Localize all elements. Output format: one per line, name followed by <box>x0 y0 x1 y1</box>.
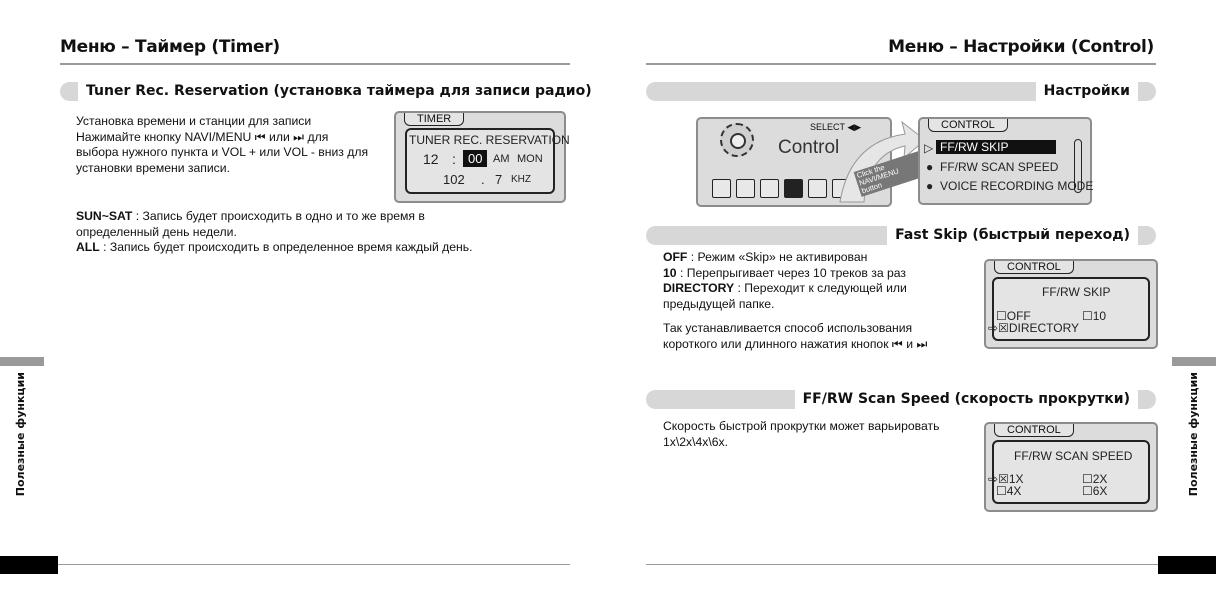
scanspeed-lcd-inner <box>988 440 1150 504</box>
right-title-rule <box>646 63 1156 65</box>
menu-bullet-icon: ● <box>926 160 934 174</box>
select-label: SELECT ◀▶ <box>810 122 862 132</box>
music-box-icon <box>712 179 731 198</box>
option-1x-selected: ⇨☒1X <box>988 472 1024 486</box>
clock-icon <box>760 179 779 198</box>
menu-item: FF/RW SCAN SPEED <box>940 160 1059 174</box>
spacer <box>663 312 963 321</box>
timer-freq-unit: KHZ <box>511 174 531 185</box>
timer-minute-selected: 00 <box>463 150 487 167</box>
scanspeed-text <box>663 419 963 450</box>
dir-line <box>663 281 963 297</box>
right-footer-line <box>646 564 1158 565</box>
menu-scrollbar <box>1074 139 1082 193</box>
left-definitions <box>76 209 546 256</box>
left-title-rule <box>60 63 570 65</box>
settings-tools-icon <box>784 179 803 198</box>
ten-text: : Перепрыгивает через 10 треков за раз <box>676 265 906 280</box>
gear-center-icon <box>730 133 746 149</box>
sunsat-line <box>76 209 546 225</box>
option-off: ☐OFF <box>996 309 1031 323</box>
left-page-title: Меню – Таймер (Timer) <box>60 37 280 57</box>
left-footer-block <box>0 556 58 574</box>
option-10: ☐10 <box>1082 309 1107 323</box>
right-side-label: Полезные функции <box>1187 372 1200 497</box>
right-bar-settings-title: Настройки <box>1036 82 1138 101</box>
menu-item: VOICE RECORDING MODE <box>940 179 1094 193</box>
left-intro <box>76 114 386 176</box>
scanspeed-lcd-tab: CONTROL <box>994 424 1074 437</box>
off-text: : Режим «Skip» не активирован <box>687 250 868 264</box>
scanspeed-lcd <box>984 422 1158 512</box>
option-directory-selected: ⇨☒DIRECTORY <box>988 321 1080 335</box>
sunsat-line-2: определенный день недели. <box>76 224 237 239</box>
fastskip-lcd-inner <box>988 277 1150 341</box>
right-side-tab <box>1172 357 1216 366</box>
timer-lcd-screen <box>394 111 570 203</box>
left-side-label: Полезные функции <box>14 372 27 497</box>
right-page-title: Меню – Настройки (Control) <box>888 37 1154 57</box>
timer-freq-dec: 7 <box>495 172 503 187</box>
timer-lcd-heading: TUNER REC. RESERVATION <box>409 133 570 147</box>
intro-line: выбора нужного пункта и VOL + или VOL - вниз для <box>76 145 369 159</box>
option-2x: ☐2X <box>1082 472 1108 486</box>
ten-term: 10 <box>663 265 677 280</box>
menu-pointer-icon: ▷ <box>924 141 934 155</box>
fastskip-lcd <box>984 259 1158 349</box>
left-side-tab <box>0 357 44 366</box>
intro-line: установки времени записи. <box>76 160 230 175</box>
off-line <box>663 250 963 266</box>
note-line-2: короткого или длинного нажатия кнопок ⏮ и ⏭ <box>663 336 928 351</box>
intro-line: Установка времени и станции для записи <box>76 114 312 128</box>
left-section-title: Tuner Rec. Reservation (установка таймера для записи радио) <box>78 82 600 101</box>
arrow-caption: Click the NAVI/MENU button <box>854 151 927 197</box>
scan-line-2: 1x\2x\4x\6x. <box>663 434 729 449</box>
timer-freq-int: 102 <box>443 172 465 187</box>
sunsat-term: SUN~SAT <box>76 209 133 223</box>
right-bar-fastskip-title: Fast Skip (быстрый переход) <box>887 226 1138 245</box>
timer-freq-dot: . <box>481 172 485 187</box>
left-footer-line <box>58 564 570 565</box>
option-4x: ☐4X <box>996 484 1022 498</box>
menu-item-selected: FF/RW SKIP <box>936 140 1056 154</box>
all-text: : Запись будет происходить в определенное время каждый день. <box>99 240 473 254</box>
all-term: ALL <box>76 240 100 254</box>
timer-colon: : <box>452 151 456 167</box>
all-line <box>76 240 546 256</box>
off-term: OFF <box>663 250 688 264</box>
timer-lcd-tab: TIMER <box>404 113 464 126</box>
sunsat-text: : Запись будет происходить в одно и то же время в <box>132 209 425 223</box>
dir-text: : Переходит к следующей или <box>734 281 907 295</box>
timer-day: MON <box>517 153 543 165</box>
control-menu-screen <box>918 117 1092 205</box>
timer-lcd-inner <box>405 128 570 194</box>
right-bar-scanspeed-title: FF/RW Scan Speed (скорость прокрутки) <box>795 390 1138 409</box>
right-footer-block <box>1158 556 1216 574</box>
timer-ampm: AM <box>493 153 510 165</box>
intro-line: Нажимайте кнопку NAVI/MENU ⏮ или ⏭ для <box>76 129 329 144</box>
control-word: Control <box>778 137 840 158</box>
timer-hour: 12 <box>423 151 439 167</box>
display-icon <box>736 179 755 198</box>
fastskip-lcd-heading: FF/RW SKIP <box>1042 285 1111 299</box>
option-6x: ☐6X <box>1082 484 1108 498</box>
dir-term: DIRECTORY <box>663 281 735 295</box>
control-menu-tab: CONTROL <box>928 119 1008 132</box>
dir-line-2: предыдущей папке. <box>663 296 775 311</box>
scanspeed-lcd-heading: FF/RW SCAN SPEED <box>1014 449 1133 463</box>
fastskip-text <box>663 250 963 352</box>
ten-line <box>663 266 963 282</box>
scan-line: Скорость быстрой прокрутки может варьировать <box>663 419 940 433</box>
note-line: Так устанавливается способ использования <box>663 321 913 335</box>
fastskip-lcd-tab: CONTROL <box>994 261 1074 274</box>
menu-bullet-icon: ● <box>926 179 934 193</box>
